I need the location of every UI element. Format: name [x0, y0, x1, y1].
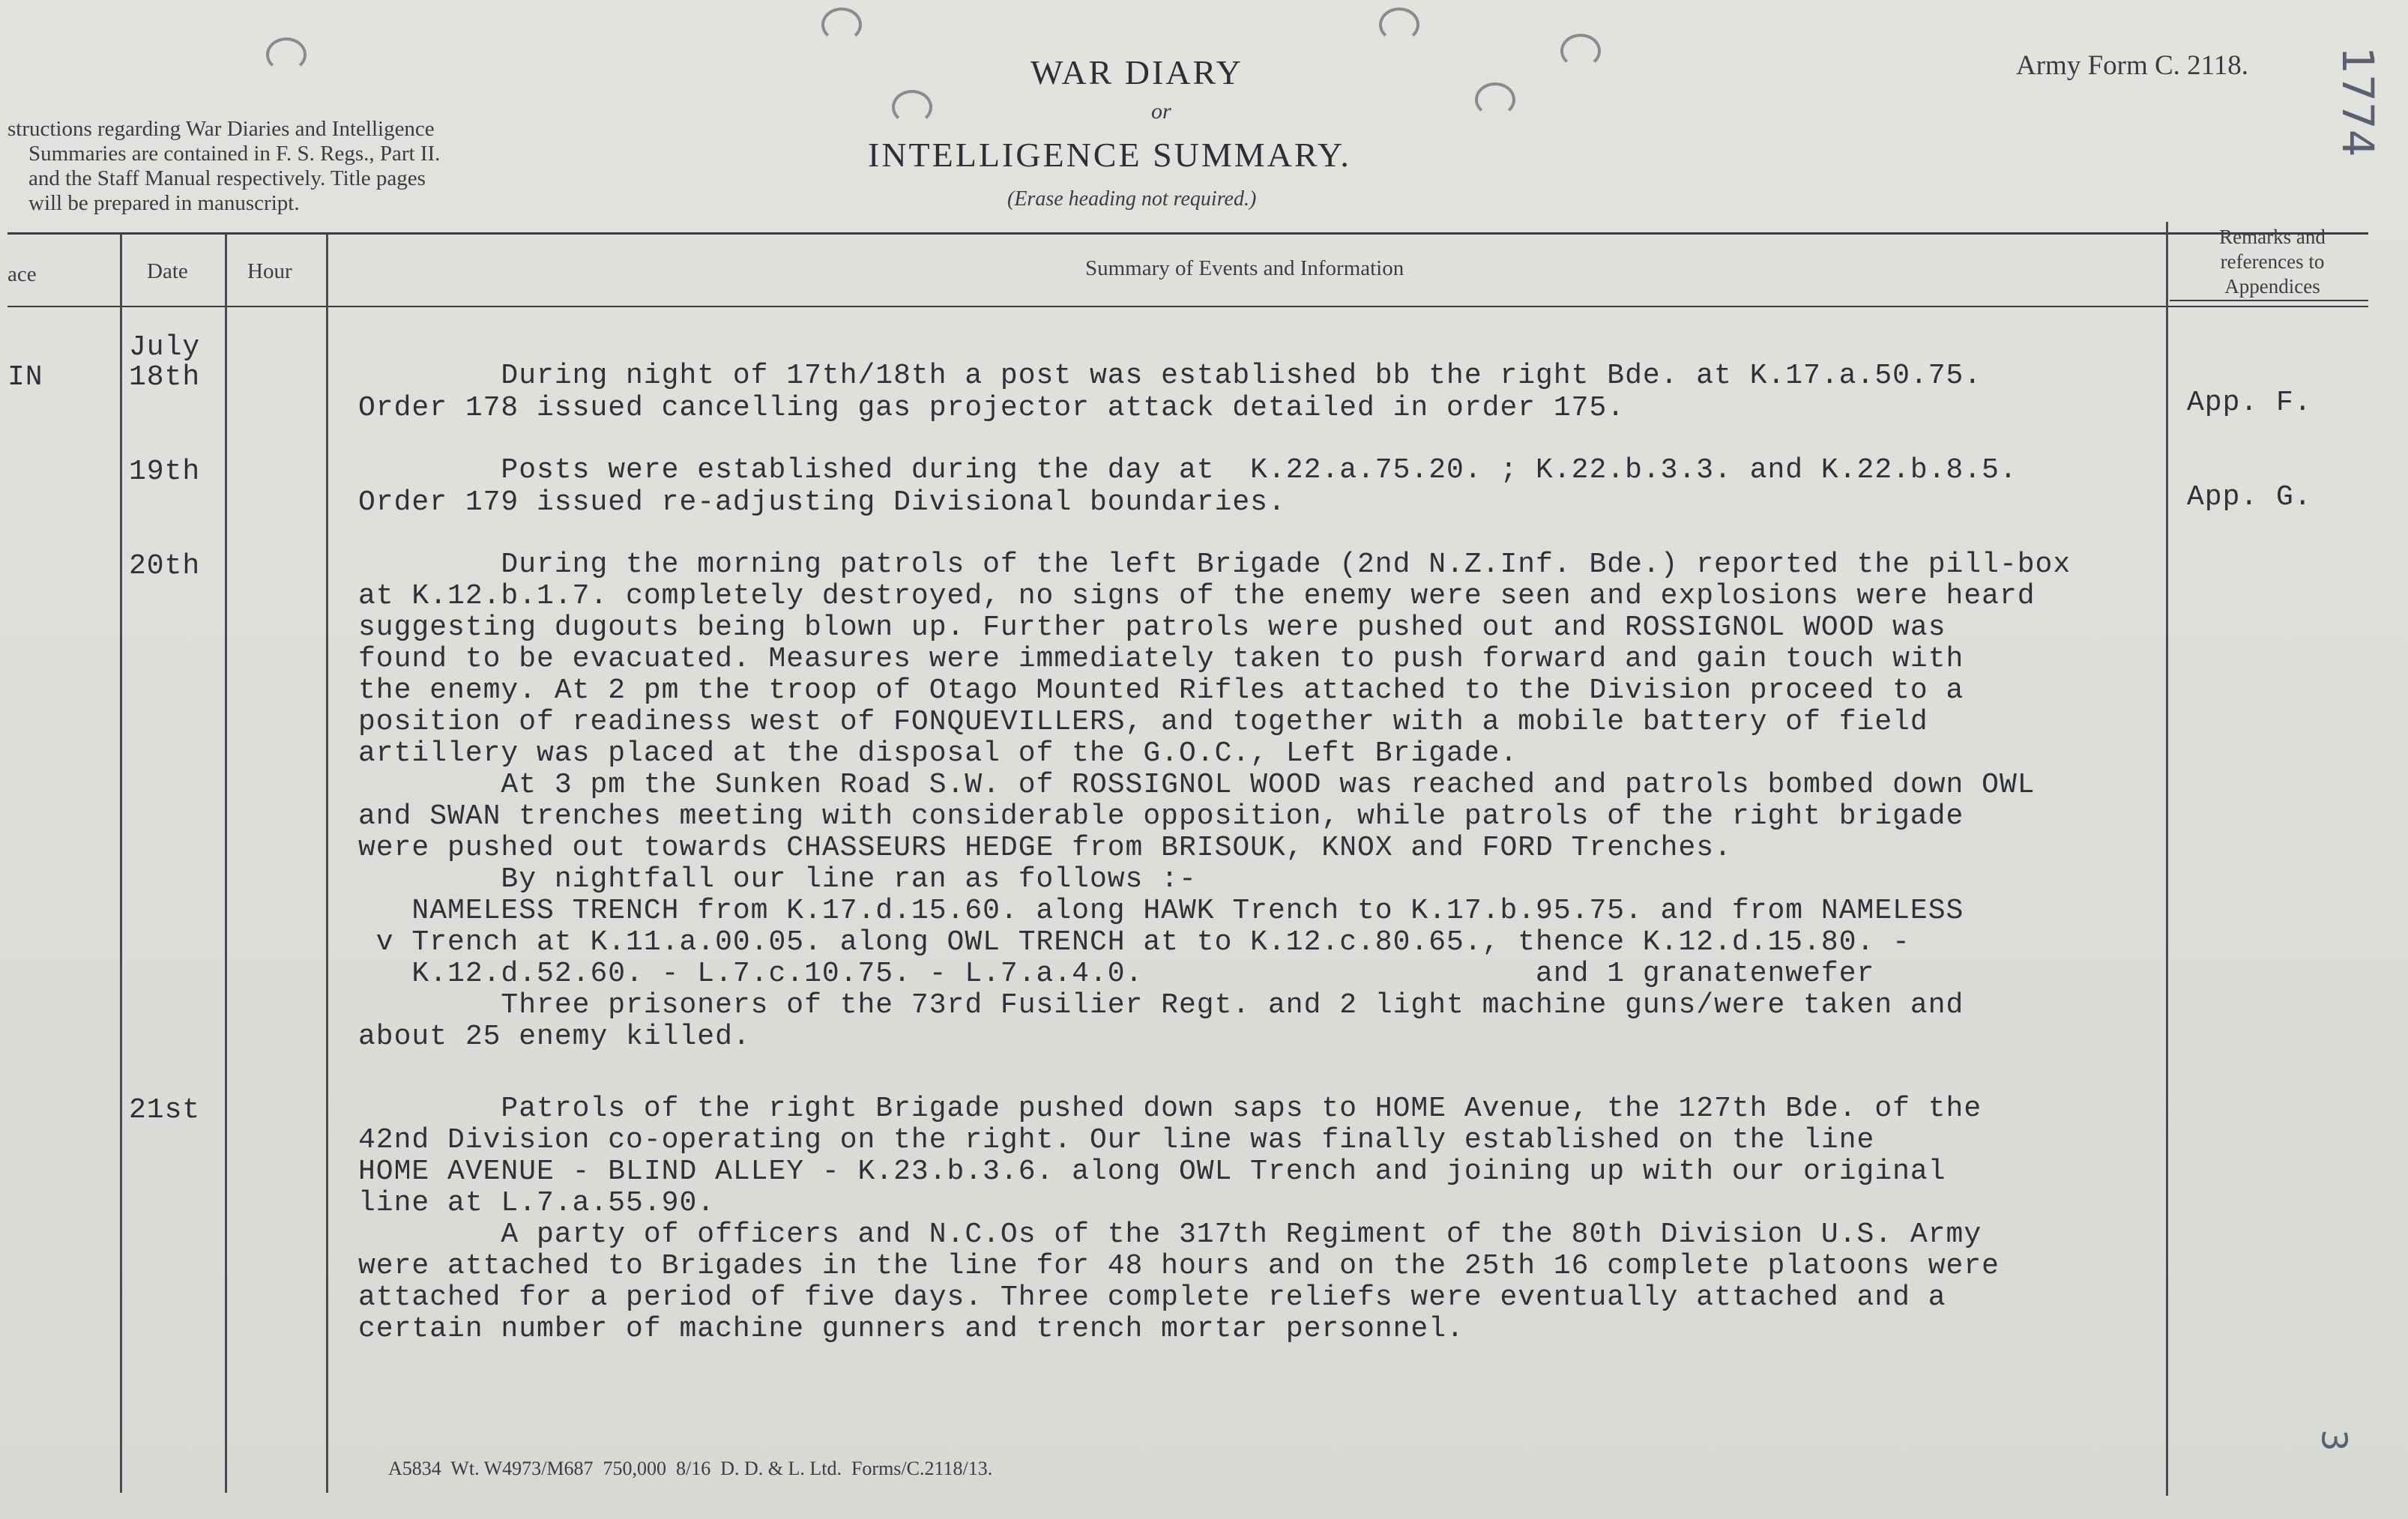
punch-hole-mark: [266, 37, 307, 72]
summary-line: By nightfall our line ran as follows :-: [358, 863, 1197, 896]
summary-line: attached for a period of five days. Three complete reliefs were eventually attached and a: [358, 1281, 1946, 1314]
column-rule: [120, 234, 122, 1493]
punch-hole-mark: [1475, 82, 1515, 117]
date-entry: 20th: [129, 550, 201, 582]
column-header-hour: Hour: [247, 259, 292, 283]
summary-line: v Trench at K.11.a.00.05. along OWL TRENCH at to K.12.c.80.65., thence K.12.d.15.80. -: [358, 926, 1910, 958]
table-top-rule: [7, 232, 2368, 235]
column-header-date: Date: [147, 259, 188, 283]
punch-hole-mark: [1560, 34, 1601, 68]
appendix-reference: App. G.: [2187, 481, 2312, 513]
summary-line: Posts were established during the day at K.22.a.75.20. ; K.22.b.3.3. and K.22.b.8.5.: [358, 454, 2018, 486]
column-header-remarks: [2190, 225, 2355, 299]
summary-line: Patrols of the right Brigade pushed down saps to HOME Avenue, the 127th Bde. of the: [358, 1093, 1982, 1125]
place-entry: IN: [7, 361, 43, 393]
summary-line: suggesting dugouts being blown up. Further patrols were pushed out and ROSSIGNOL WOOD was: [358, 611, 1946, 644]
summary-line: at K.12.b.1.7. completely destroyed, no signs of the enemy were seen and explosions were heard: [358, 580, 2036, 612]
summary-line: HOME AVENUE - BLIND ALLEY - K.23.b.3.6. along OWL Trench and joining up with our original: [358, 1156, 1946, 1188]
page-title: WAR DIARY: [1031, 53, 1243, 91]
army-form-label: Army Form C. 2118.: [2016, 50, 2249, 81]
summary-line: NAMELESS TRENCH from K.17.d.15.60. along HAWK Trench to K.17.b.95.75. and from NAMELESS: [358, 895, 1964, 927]
date-month: July: [129, 331, 201, 363]
date-entry: 21st: [129, 1094, 201, 1126]
summary-line: and SWAN trenches meeting with considerable opposition, while patrols of the right brigade: [358, 800, 1964, 833]
punch-hole-mark: [821, 7, 862, 42]
remarks-header-rule: [2170, 300, 2368, 301]
summary-line: 42nd Division co-operating on the right. Our line was finally established on the line: [358, 1124, 1875, 1156]
summary-line: During night of 17th/18th a post was established bb the right Bde. at K.17.a.50.75.: [358, 360, 1982, 392]
summary-line: A party of officers and N.C.Os of the 317th Regiment of the 80th Division U.S. Army: [358, 1218, 1982, 1251]
summary-line: Three prisoners of the 73rd Fusilier Regt. and 2 light machine guns/were taken and: [358, 989, 1964, 1021]
date-entry: 18th: [129, 361, 201, 393]
column-rule: [225, 234, 227, 1493]
instructions-line: and the Staff Manual respectively. Title pages: [28, 166, 426, 190]
summary-line: Order 179 issued re-adjusting Divisional boundaries.: [358, 486, 1286, 519]
instructions-line: Summaries are contained in F. S. Regs., Part II.: [28, 142, 441, 166]
summary-line: At 3 pm the Sunken Road S.W. of ROSSIGNOL WOOD was reached and patrols bombed down OWL: [358, 769, 2036, 801]
appendix-reference: App. F.: [2187, 387, 2312, 419]
form-imprint: A5834 Wt. W4973/M687 750,000 8/16 D. D. & L. Ltd. Forms/C.2118/13.: [388, 1458, 993, 1479]
column-rule: [2166, 222, 2168, 1496]
summary-line: position of readiness west of FONQUEVILLERS, and together with a mobile battery of field: [358, 706, 1928, 738]
column-header-summary: Summary of Events and Information: [1085, 256, 1404, 280]
column-rule: [326, 234, 328, 1493]
page-mark: 3: [2314, 1429, 2355, 1452]
remarks-header-line: Appendices: [2224, 275, 2320, 298]
punch-hole-mark: [892, 90, 932, 124]
summary-line: the enemy. At 2 pm the troop of Otago Mounted Rifles attached to the Division proceed to a: [358, 674, 1964, 707]
summary-line: K.12.d.52.60. - L.7.c.10.75. - L.7.a.4.0. and 1 granatenwefer: [358, 958, 1875, 990]
summary-line: During the morning patrols of the left Brigade (2nd N.Z.Inf. Bde.) reported the pill-box: [358, 549, 2071, 581]
page-subtitle: INTELLIGENCE SUMMARY.: [868, 136, 1351, 174]
folio-number: 1774: [2332, 46, 2383, 157]
date-entry: 19th: [129, 456, 201, 488]
summary-line: were attached to Brigades in the line for 48 hours and on the 25th 16 complete platoons were: [358, 1250, 2000, 1282]
column-header-place: ace: [7, 262, 37, 286]
summary-line: found to be evacuated. Measures were immediately taken to push forward and gain touch with: [358, 643, 1964, 675]
remarks-header-line: Remarks and: [2219, 226, 2326, 248]
punch-hole-mark: [1379, 7, 1419, 42]
remarks-header-line: references to: [2220, 250, 2325, 273]
instructions-block: [7, 117, 440, 216]
instructions-line: will be prepared in manuscript.: [28, 191, 300, 215]
summary-line: about 25 enemy killed.: [358, 1021, 751, 1053]
summary-line: artillery was placed at the disposal of the G.O.C., Left Brigade.: [358, 737, 1518, 770]
title-or: or: [1151, 99, 1171, 124]
erase-note: (Erase heading not required.): [1007, 187, 1257, 211]
summary-line: certain number of machine gunners and trench mortar personnel.: [358, 1313, 1464, 1345]
table-header-rule: [7, 306, 2368, 307]
instructions-line: structions regarding War Diaries and Intelligence: [7, 117, 435, 141]
summary-line: were pushed out towards CHASSEURS HEDGE from BRISOUK, KNOX and FORD Trenches.: [358, 832, 1732, 864]
summary-line: Order 178 issued cancelling gas projector attack detailed in order 175.: [358, 392, 1626, 424]
summary-line: line at L.7.a.55.90.: [358, 1187, 716, 1219]
